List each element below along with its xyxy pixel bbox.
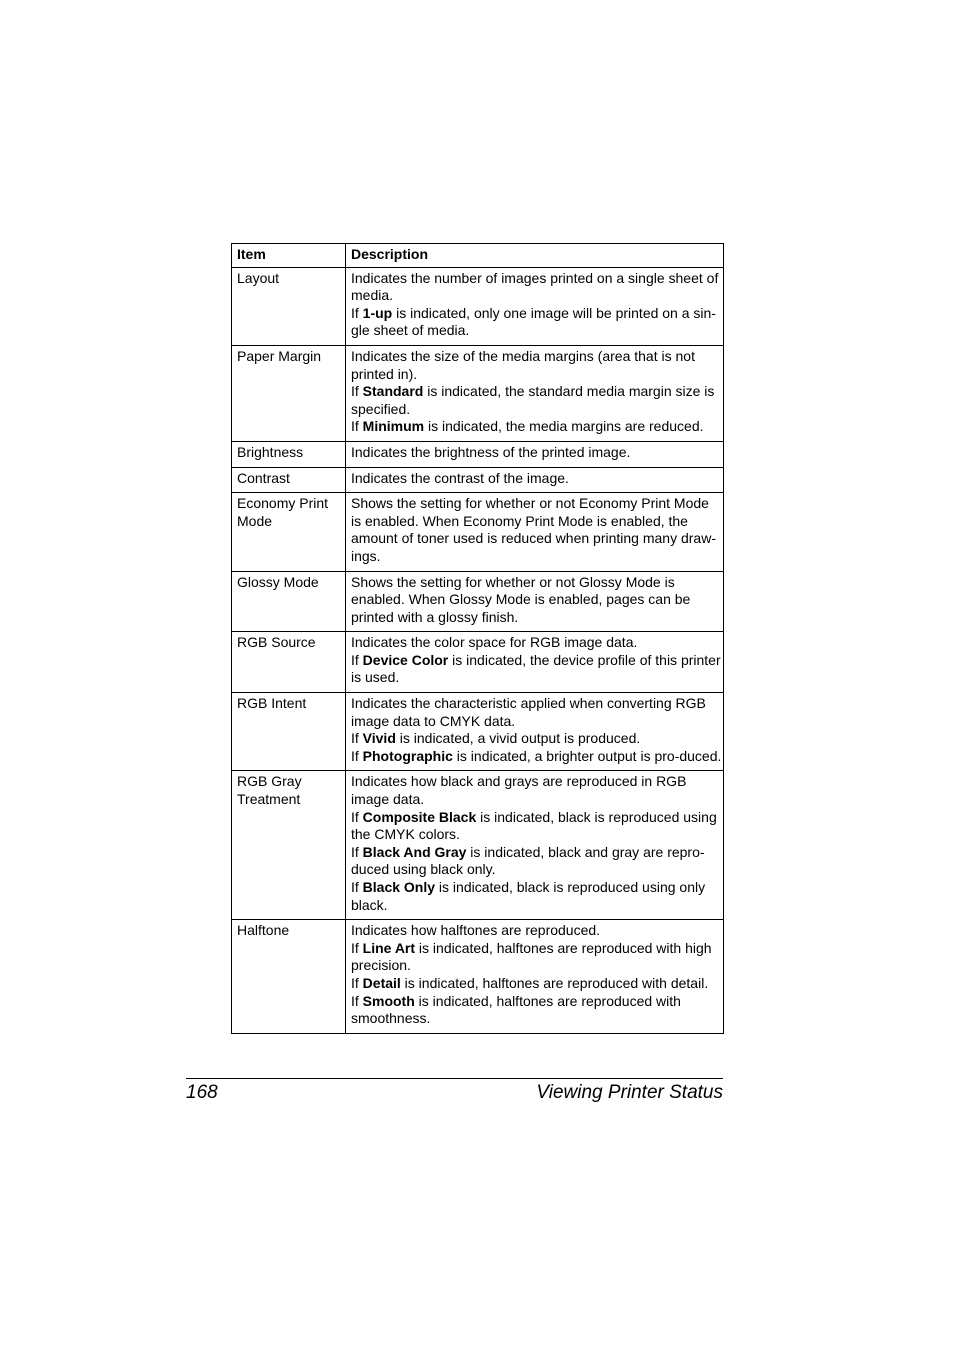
description-line: If Photographic is indicated, a brighter output is pro-duced. xyxy=(351,747,722,764)
description-cell xyxy=(346,493,724,571)
description-line: Indicates the size of the media margins (area that is not printed in). xyxy=(351,347,695,382)
description-cell xyxy=(346,267,724,345)
description-cell xyxy=(346,632,724,693)
table-row xyxy=(232,771,724,920)
item-cell: Contrast xyxy=(232,467,346,493)
table-row xyxy=(232,267,724,345)
description-line: Indicates how halftones are reproduced. xyxy=(351,922,601,939)
description-line: If Smooth is indicated, halftones are reproduced with smoothness. xyxy=(351,992,681,1027)
item-cell: Glossy Mode xyxy=(232,571,346,632)
description-line: Indicates the color space for RGB image data. xyxy=(351,634,638,651)
column-header-item: Item xyxy=(232,244,346,268)
table-row xyxy=(232,345,724,441)
table-body xyxy=(232,267,724,1033)
item-cell: Paper Margin xyxy=(232,345,346,441)
description-line: Indicates the characteristic applied when converting RGB image data to CMYK data. xyxy=(351,695,706,729)
description-cell xyxy=(346,571,724,632)
description-line: Shows the setting for whether or not Glossy Mode is enabled. When Glossy Mode is enabled, pages can be printed with a glossy finish. xyxy=(351,573,691,625)
description-cell xyxy=(346,771,724,920)
table-row xyxy=(232,693,724,771)
table-row xyxy=(232,920,724,1034)
description-line: Indicates the brightness of the printed image. xyxy=(351,443,631,460)
description-line: Indicates the number of images printed on a single sheet of media. xyxy=(351,269,719,304)
table-row xyxy=(232,441,724,467)
item-cell: Brightness xyxy=(232,441,346,467)
table-header-row xyxy=(232,244,724,268)
item-cell: Economy Print Mode xyxy=(232,493,346,571)
description-cell xyxy=(346,441,724,467)
item-cell: Layout xyxy=(232,267,346,345)
description-line: Shows the setting for whether or not Economy Print Mode is enabled. When Economy Print Mode is enabled, the amount of toner used is reduced when printing many draw-ings. xyxy=(351,495,716,564)
page-number: 168 xyxy=(186,1082,218,1103)
item-cell: Halftone xyxy=(232,920,346,1034)
item-cell: RGB Source xyxy=(232,632,346,693)
description-line: If Black And Gray is indicated, black and gray are repro-duced using black only. xyxy=(351,843,705,878)
description-cell xyxy=(346,467,724,493)
section-title: Viewing Printer Status xyxy=(536,1082,723,1103)
description-cell xyxy=(346,693,724,771)
description-line: If Device Color is indicated, the device profile of this printer is used. xyxy=(351,651,721,686)
description-line: If Composite Black is indicated, black is reproduced using the CMYK colors. xyxy=(351,808,717,843)
column-header-description: Description xyxy=(346,244,724,268)
description-line: If 1-up is indicated, only one image will be printed on a sin-gle sheet of media. xyxy=(351,304,716,339)
description-line: If Standard is indicated, the standard media margin size is specified. xyxy=(351,383,715,417)
table-row xyxy=(232,467,724,493)
table-row xyxy=(232,571,724,632)
table-row xyxy=(232,632,724,693)
description-cell xyxy=(346,920,724,1034)
table-row xyxy=(232,493,724,571)
item-cell: RGB Gray Treatment xyxy=(232,771,346,920)
description-line: If Black Only is indicated, black is reproduced using only black. xyxy=(351,879,706,913)
description-cell xyxy=(346,345,724,441)
description-line: If Detail is indicated, halftones are reproduced with detail. xyxy=(351,974,709,991)
item-cell: RGB Intent xyxy=(232,693,346,771)
description-line: If Line Art is indicated, halftones are reproduced with high precision. xyxy=(351,939,712,974)
description-line: If Minimum is indicated, the media margins are reduced. xyxy=(351,418,704,435)
description-line: If Vivid is indicated, a vivid output is produced. xyxy=(351,730,641,747)
footer-rule xyxy=(186,1078,723,1079)
description-line: Indicates the contrast of the image. xyxy=(351,469,569,486)
settings-table xyxy=(231,243,724,1034)
description-line: Indicates how black and grays are reproduced in RGB image data. xyxy=(351,773,687,808)
